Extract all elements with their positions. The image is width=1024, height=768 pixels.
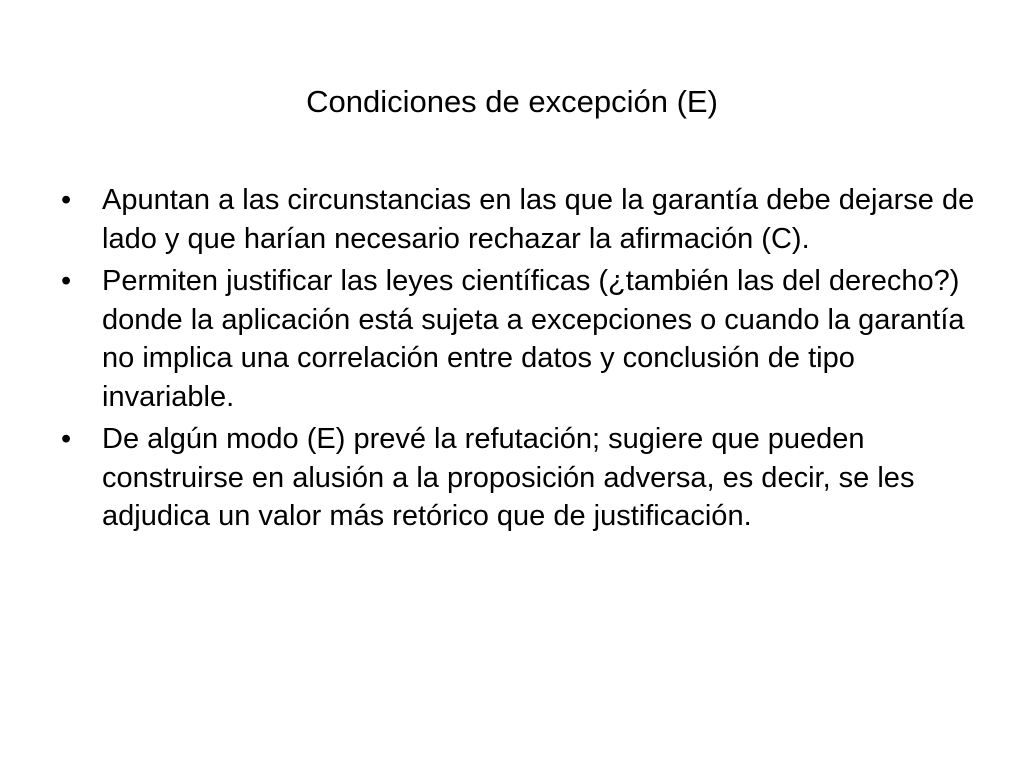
bullet-text: Permiten justificar las leyes científicas (¿también las del derecho?) donde la aplicación está sujeta a excepciones o cuando la garantía no implica una correlación entre datos y conclusión de tipo invariable. [102,265,965,413]
bullet-dot-icon: • [61,423,72,455]
bullet-text: De algún modo (E) prevé la refutación; sugiere que pueden construirse en alusión a la proposición adversa, es decir, se les adjudica un valor más retórico que de justificación. [102,423,915,532]
bullet-item [58,420,978,536]
slide-title: Condiciones de excepción (E) [306,84,718,119]
bullet-list [58,181,978,540]
bullet-dot-icon: • [61,184,72,216]
bullet-text: Apuntan a las circunstancias en las que la garantía debe dejarse de lado y que harían necesario rechazar la afirmación (C). [102,184,975,255]
bullet-item [58,262,978,416]
bullet-item [58,181,978,258]
bullet-dot-icon: • [61,265,72,297]
